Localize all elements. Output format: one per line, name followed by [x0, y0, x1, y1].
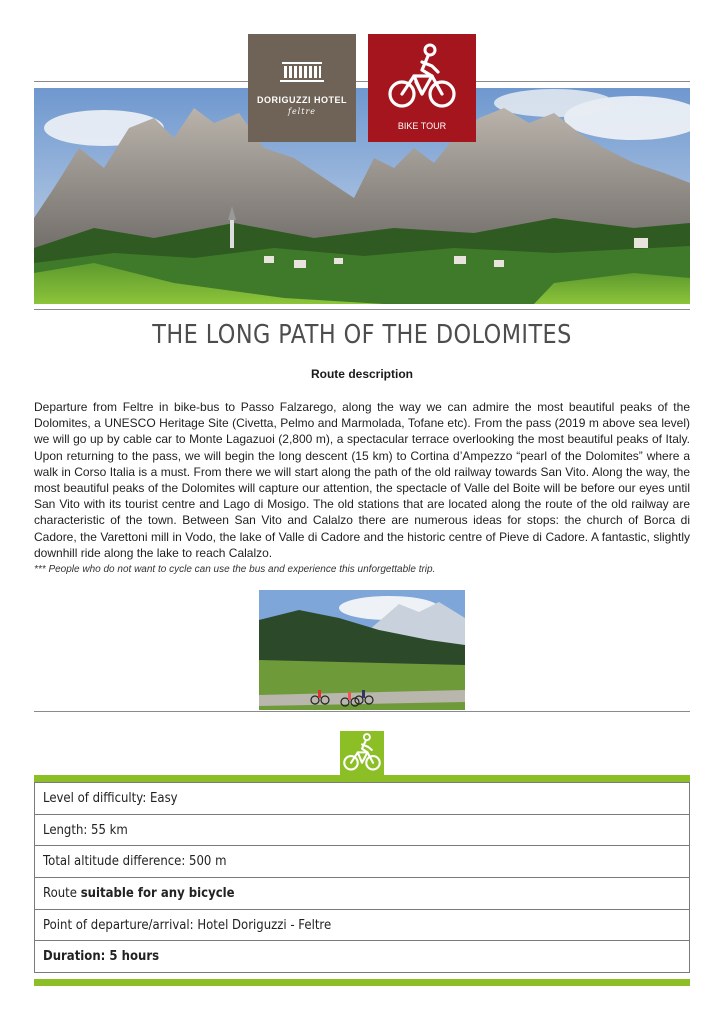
departure-cell [35, 909, 690, 941]
page-title: THE LONG PATH OF THE DOLOMITES [152, 320, 572, 350]
route-info-table [34, 782, 690, 973]
cyclist-icon [340, 731, 384, 775]
table-row [35, 846, 690, 878]
section-subtitle: Route description [310, 367, 413, 381]
difficulty-cell [35, 783, 690, 815]
green-bike-badge [340, 731, 384, 775]
table-row [35, 878, 690, 910]
hero-mountain-photo [34, 88, 690, 304]
cyclists-photo [259, 590, 465, 710]
info-bottom-bar [34, 979, 690, 986]
difficulty-text: Level of difficulty: Easy [43, 790, 178, 806]
duration-text: Duration: 5 hours [43, 949, 160, 965]
route-description: Departure from Feltre in bike-bus to Passo Falzarego, along the way we can admire the most beautiful peaks of the Dolomites, a UNESCO Heritage Site (Civetta, Pelmo and Marmolada, Tofane etc). From the pass (2019 m above sea level) we will go up by cable car to Monte Lagazuoi (2,800 m), a spectacular terrace overlooking the most beautiful peaks of Italy. Upon returning to the pass, we will begin the long descent (15 km) to Cortina d’Ampezzo “pearl of the Dolomites” where a walk in Corso Italia is a must. From there we will start along the path of the old railway towards San Vito. Along the way, the most beautiful peaks of the Dolomites will capture our attention, the spectacle of Valle del Boite will be before our eyes until San Vito with its tourist centre and Lago di Mosigo. The old stations that are located along the route of the old railway are characteristic of the town. Between San Vito and Calalzo there are numerous ideas for stops: the church of Borca di Cadore, the Varettoni mill in Vodo, the lake of Valle di Cadore and the historic centre of Pieve di Cadore. A fantastic, slightly downhill ride along the lake to reach Calalzo. [34, 400, 690, 560]
cyclist-icon [386, 42, 458, 114]
top-rule [34, 81, 690, 82]
hotel-building-icon [280, 58, 324, 84]
hotel-logo-sub: feltre [287, 107, 317, 116]
table-row [35, 814, 690, 846]
length-text: Length: 55 km [43, 822, 128, 838]
altitude-cell [35, 846, 690, 878]
table-row [35, 941, 690, 973]
duration-cell [35, 941, 690, 973]
altitude-text: Total altitude difference: 500 m [43, 854, 227, 870]
hotel-logo-name: DORIGUZZI HOTEL [257, 95, 347, 105]
route-prefix: Route [43, 885, 81, 901]
table-row [35, 783, 690, 815]
table-row [35, 909, 690, 941]
hotel-logo [248, 34, 356, 142]
bus-note: *** People who do not want to cycle can use the bus and experience this unforgettable trip. [34, 564, 436, 575]
photo-bottom-rule [34, 711, 690, 712]
hero-bottom-rule [34, 309, 690, 310]
departure-text: Point of departure/arrival: Hotel Doriguzzi - Feltre [43, 917, 332, 933]
bike-tour-logo [368, 34, 476, 142]
route-suitability: suitable for any bicycle [80, 885, 235, 901]
route-cell [35, 878, 690, 910]
bike-tour-label: BIKE TOUR [397, 121, 447, 131]
info-top-bar [34, 775, 690, 782]
length-cell [35, 814, 690, 846]
